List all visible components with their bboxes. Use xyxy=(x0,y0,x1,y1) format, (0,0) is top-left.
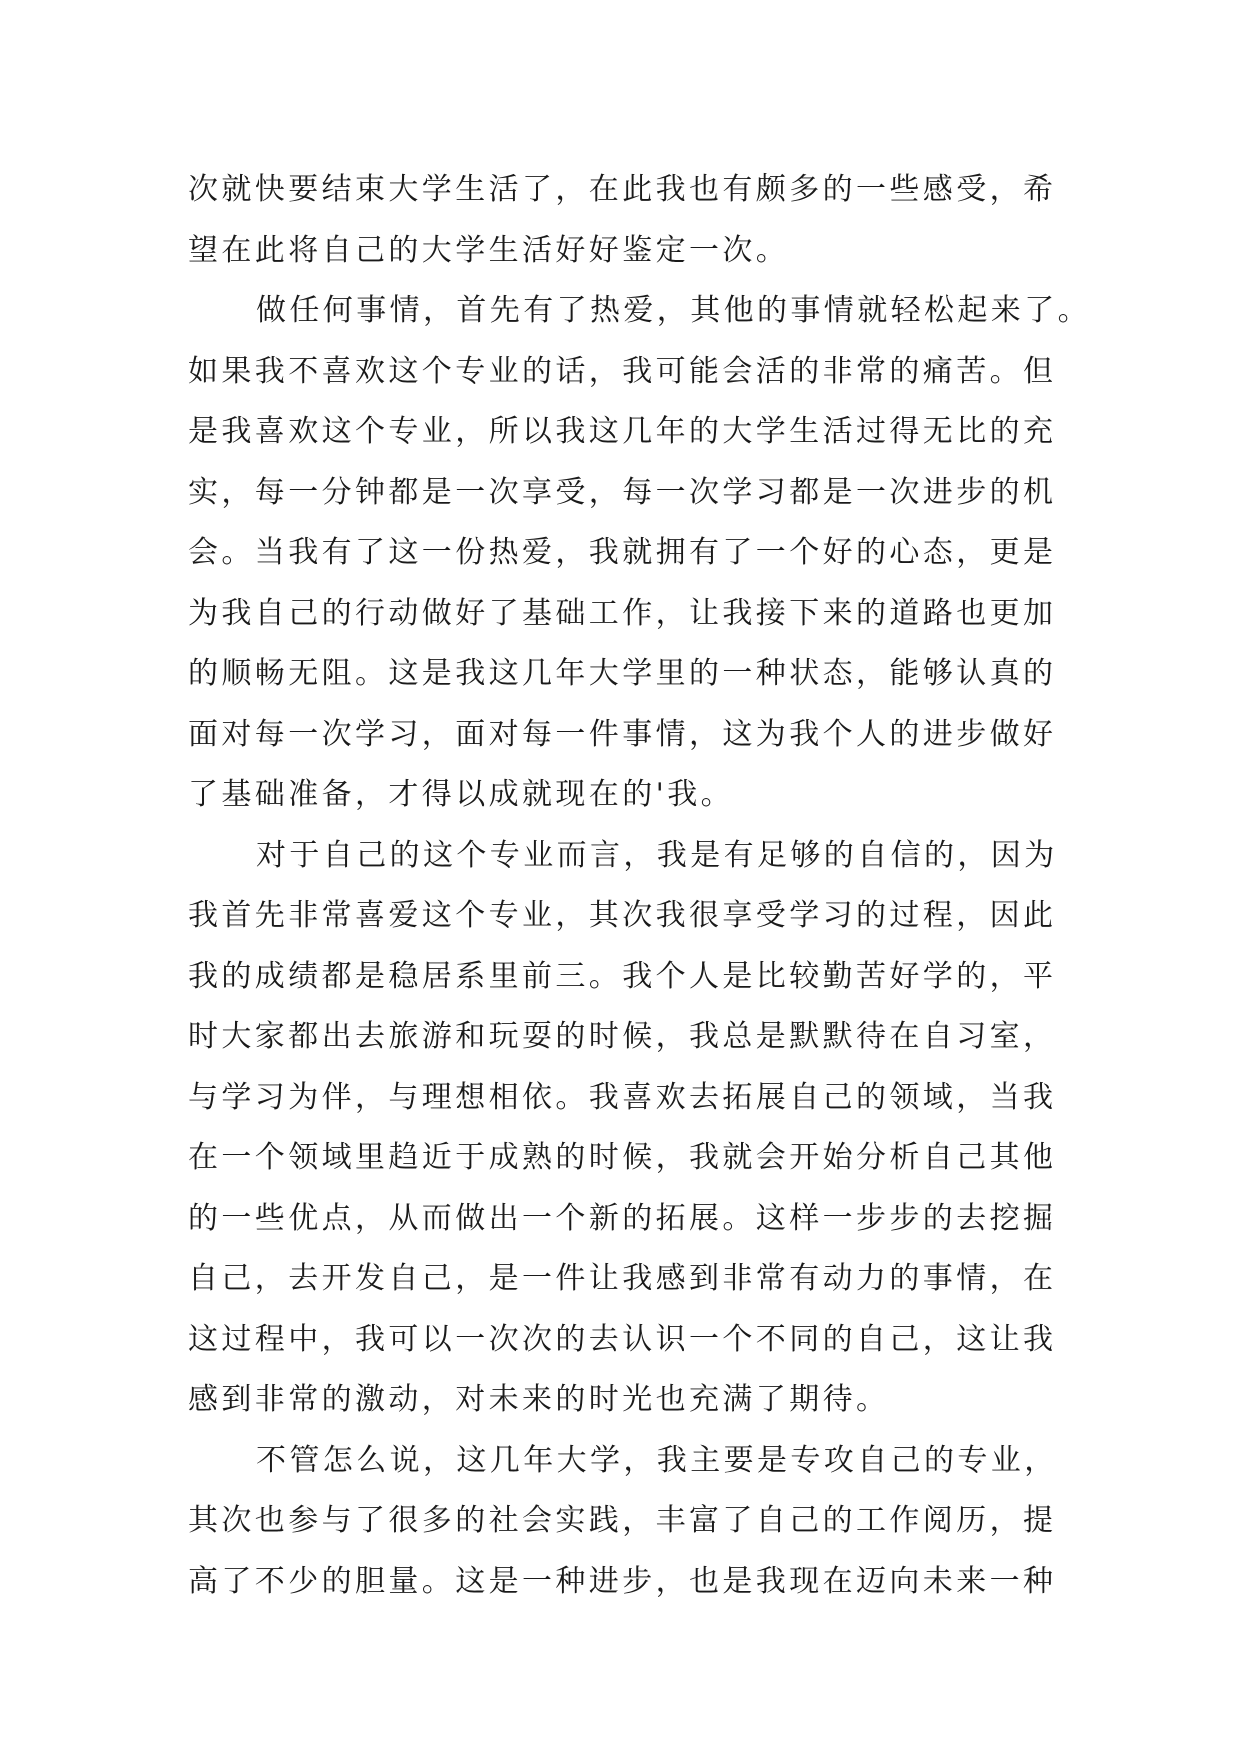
text-line: 为我自己的行动做好了基础工作，让我接下来的道路也更加 xyxy=(188,595,1057,631)
text-line: 感到非常的激动，对未来的时光也充满了期待。 xyxy=(188,1382,890,1417)
text-line: 我的成绩都是稳居系里前三。我个人是比较勤苦好学的，平 xyxy=(188,958,1057,994)
text-line: 望在此将自己的大学生活好好鉴定一次。 xyxy=(188,232,790,268)
text-line: 高了不少的胆量。这是一种进步，也是我现在迈向未来一种 xyxy=(188,1563,1057,1599)
text-line: 的一些优点，从而做出一个新的拓展。这样一步步的去挖掘 xyxy=(188,1200,1057,1236)
text-line: 的顺畅无阻。这是我这几年大学里的一种状态，能够认真的 xyxy=(188,656,1057,691)
text-line: 时大家都出去旅游和玩耍的时候，我总是默默待在自习室， xyxy=(188,1019,1057,1054)
text-line: 是我喜欢这个专业，所以我这几年的大学生活过得无比的充 xyxy=(188,414,1057,449)
paragraph-start-line: 做任何事情，首先有了热爱，其他的事情就轻松起来了。 xyxy=(256,293,1091,328)
text-line: 我首先非常喜爱这个专业，其次我很享受学习的过程，因此 xyxy=(188,898,1057,933)
paragraph-start-line: 不管怎么说，这几年大学，我主要是专攻自己的专业， xyxy=(256,1442,1058,1478)
text-line: 实，每一分钟都是一次享受，每一次学习都是一次进步的机 xyxy=(188,474,1057,510)
text-line: 会。当我有了这一份热爱，我就拥有了一个好的心态，更是 xyxy=(188,535,1057,570)
text-line: 次就快要结束大学生活了，在此我也有颇多的一些感受，希 xyxy=(188,172,1057,207)
text-line: 这过程中，我可以一次次的去认识一个不同的自己，这让我 xyxy=(188,1321,1057,1357)
text-line: 如果我不喜欢这个专业的话，我可能会活的非常的痛苦。但 xyxy=(188,353,1057,389)
text-line: 与学习为伴，与理想相依。我喜欢去拓展自己的领域，当我 xyxy=(188,1079,1057,1115)
text-line: 面对每一次学习，面对每一件事情，这为我个人的进步做好 xyxy=(188,716,1057,752)
paragraph-start-line: 对于自己的这个专业而言，我是有足够的自信的，因为 xyxy=(256,837,1058,873)
text-line: 自己，去开发自己，是一件让我感到非常有动力的事情，在 xyxy=(188,1261,1057,1296)
text-line: 其次也参与了很多的社会实践，丰富了自己的工作阅历，提 xyxy=(188,1503,1057,1538)
text-line: 了基础准备，才得以成就现在的'我。 xyxy=(188,777,735,812)
document-body xyxy=(188,160,1091,1612)
text-line: 在一个领域里趋近于成熟的时候，我就会开始分析自己其他 xyxy=(188,1140,1057,1175)
